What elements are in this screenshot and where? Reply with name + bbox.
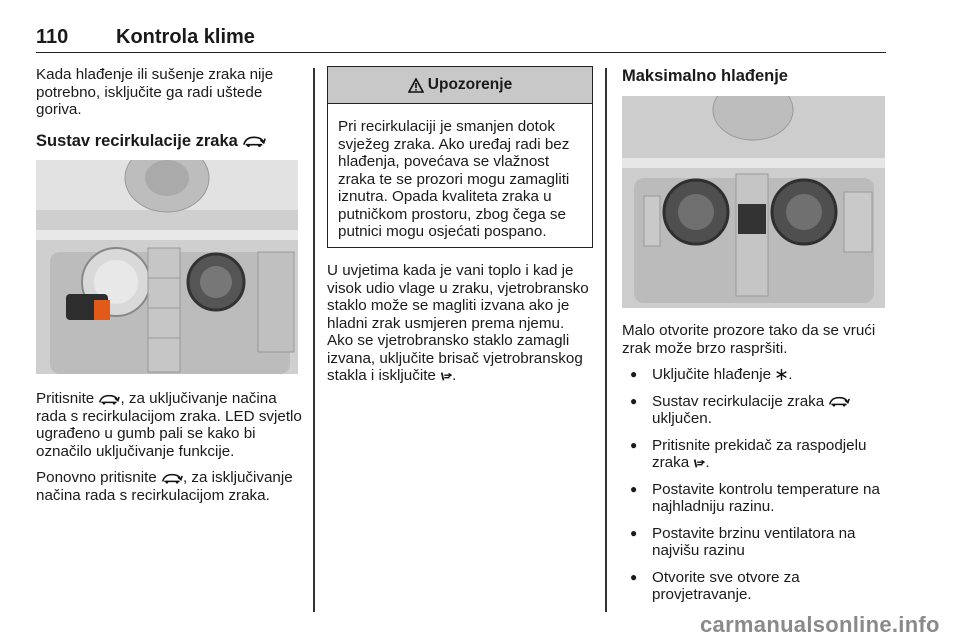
list-item	[622, 525, 888, 560]
text-span: uključen.	[652, 410, 712, 427]
list-item	[622, 393, 888, 428]
heading-text: Sustav recirkulacije zraka	[36, 131, 238, 150]
list-item	[622, 437, 888, 472]
fogging-paragraph	[327, 262, 593, 385]
snowflake-icon	[775, 368, 788, 381]
chapter-title: Kontrola klime	[116, 26, 255, 48]
warning-triangle-icon	[408, 78, 424, 93]
warning-box	[327, 66, 593, 248]
warning-text: Pri recirkulaciji je smanjen dotok svježeg zraka. Ako uređaj radi bez hlađenja, povećava se vlažnost zraka te se prozori mogu zamagliti iznutra. Opada kvaliteta zraka u putničkom prostoru, zbog čega se putnici mogu osjećati pospano.	[338, 118, 570, 240]
text-span: Ponovno pritisnite	[36, 469, 157, 486]
recirculation-icon	[242, 134, 266, 148]
column-3-body	[622, 322, 888, 613]
windshield-air-icon	[693, 457, 705, 469]
warning-title: Upozorenje	[427, 76, 513, 93]
text-span: Pritisnite	[36, 390, 95, 407]
text-span: , za isključivanje načina rada s recirkulacijom zraka.	[36, 469, 293, 504]
text-span: , za uključivanje načina rada s recirkulacijom zraka. LED svjetlo ugrađeno u gumb pali se kako bi označilo uključivanje funkcije.	[36, 390, 302, 460]
text-span: Postavite kontrolu temperature na najhladniju razinu.	[652, 480, 880, 515]
column-1	[36, 66, 302, 150]
column-1-lower	[36, 390, 302, 513]
text-span: Pritisnite prekidač za raspodjelu zraka	[652, 436, 867, 471]
max-cooling-intro: Malo otvorite prozore tako da se vrući zrak može brzo raspršiti.	[622, 322, 876, 357]
section-heading-recirculation	[36, 133, 302, 151]
windshield-air-icon	[440, 370, 452, 382]
column-3	[622, 66, 888, 86]
text-span: Postavite brzinu ventilatora na najvišu razinu	[652, 524, 856, 559]
intro-paragraph: Kada hlađenje ili sušenje zraka nije potrebno, isključite ga radi uštede goriva.	[36, 66, 274, 118]
text-span: .	[705, 454, 710, 471]
recirculation-icon	[161, 472, 183, 484]
recirculation-on-paragraph	[36, 390, 302, 460]
recirculation-off-paragraph	[36, 469, 302, 504]
page-number: 110	[36, 26, 69, 48]
column-divider	[605, 68, 607, 612]
watermark: carmanualsonline.info	[700, 612, 940, 637]
column-divider	[313, 68, 315, 612]
max-cooling-steps	[622, 366, 888, 604]
page-header	[36, 24, 886, 53]
recirculation-icon	[828, 395, 850, 407]
climate-panel-photo-2	[622, 96, 885, 308]
list-item	[622, 481, 888, 516]
climate-panel-photo-1	[36, 160, 298, 374]
text-span: .	[452, 367, 457, 384]
text-span: U uvjetima kada je vani toplo i kad je visok udio vlage u zraku, vjetrobransko staklo može se magliti izvana ako je hladni zrak usmjeren prema njemu. Ako se vjetrobransko staklo zamagli izvana, uključite brisač vjetrobranskog stakla i isključite	[327, 262, 589, 384]
section-heading-max-cooling: Maksimalno hlađenje	[622, 67, 788, 85]
text-span: Uključite hlađenje	[652, 366, 772, 383]
text-span: Otvorite sve otvore za provjetravanje.	[652, 568, 800, 603]
column-2-body	[327, 262, 593, 394]
list-item	[622, 366, 888, 384]
list-item	[622, 569, 888, 604]
text-span: Sustav recirkulacije zraka	[652, 392, 825, 410]
text-span: .	[788, 366, 793, 383]
warning-header	[328, 67, 592, 104]
recirculation-icon	[98, 393, 120, 405]
